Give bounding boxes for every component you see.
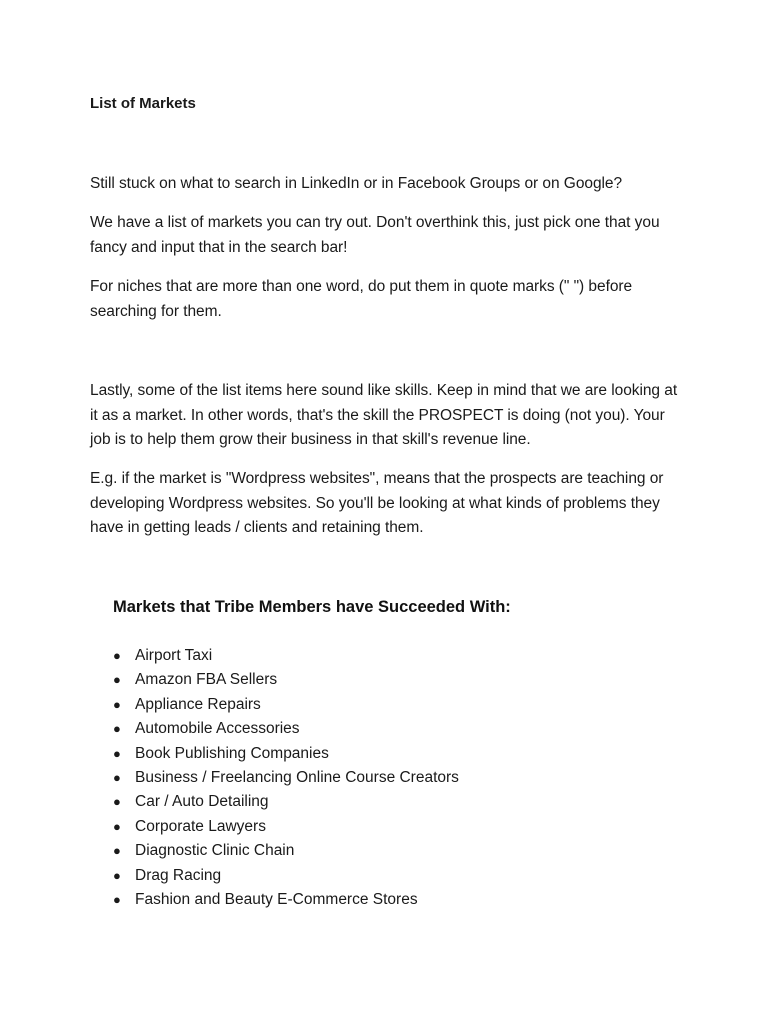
- list-intro-paragraph: We have a list of markets you can try out. Don't overthink this, just pick one that you fancy and input that in the search bar!: [90, 214, 660, 256]
- bullet-icon: ●: [113, 867, 121, 883]
- bullet-icon: ●: [113, 891, 121, 907]
- list-item-label: Automobile Accessories: [135, 720, 300, 738]
- list-item-label: Drag Racing: [135, 866, 222, 884]
- list-item: [113, 839, 459, 863]
- intro-paragraph: Still stuck on what to search in LinkedIn or in Facebook Groups or on Google?: [90, 175, 623, 192]
- bullet-icon: ●: [113, 769, 121, 785]
- list-item: [113, 644, 459, 668]
- example-paragraph: E.g. if the market is "Wordpress websites", means that the prospects are teaching or developing Wordpress websites. So you'll be looking at what kinds of problems they have in getting leads / clients and retaining them.: [90, 470, 664, 536]
- list-item: [113, 693, 459, 717]
- bullet-icon: ●: [113, 745, 121, 761]
- list-item: [113, 742, 459, 766]
- bullet-icon: ●: [113, 843, 121, 859]
- list-item: [113, 668, 459, 692]
- list-item: [113, 815, 459, 839]
- list-item: [113, 717, 459, 741]
- section-heading: Markets that Tribe Members have Succeeded With:: [113, 598, 511, 616]
- list-item: [113, 766, 459, 790]
- list-item: [113, 888, 459, 912]
- list-item-label: Car / Auto Detailing: [135, 793, 269, 811]
- list-item-label: Fashion and Beauty E-Commerce Stores: [135, 890, 418, 908]
- list-item-label: Diagnostic Clinic Chain: [135, 842, 295, 860]
- list-item: [113, 790, 459, 814]
- list-item: [113, 864, 459, 888]
- list-item-label: Corporate Lawyers: [135, 817, 266, 835]
- quote-marks-tip-paragraph: For niches that are more than one word, do put them in quote marks (" ") before searching for them.: [90, 278, 633, 320]
- list-item-label: Book Publishing Companies: [135, 744, 329, 762]
- document-title: List of Markets: [90, 95, 196, 112]
- market-list: [113, 644, 459, 912]
- bullet-icon: ●: [113, 818, 121, 834]
- list-item-label: Airport Taxi: [135, 647, 213, 664]
- bullet-icon: ●: [113, 696, 121, 712]
- list-item-label: Appliance Repairs: [135, 695, 261, 713]
- bullet-icon: ●: [113, 672, 121, 688]
- list-item-label: Business / Freelancing Online Course Creators: [135, 768, 459, 786]
- skills-note-paragraph: Lastly, some of the list items here sound like skills. Keep in mind that we are looking at it as a market. In other words, that's the skill the PROSPECT is doing (not you). Your job is to help them grow their business in that skill's revenue line.: [90, 382, 678, 448]
- bullet-icon: ●: [113, 721, 121, 737]
- bullet-icon: ●: [113, 794, 121, 810]
- bullet-icon: ●: [113, 648, 121, 663]
- list-item-label: Amazon FBA Sellers: [135, 671, 278, 689]
